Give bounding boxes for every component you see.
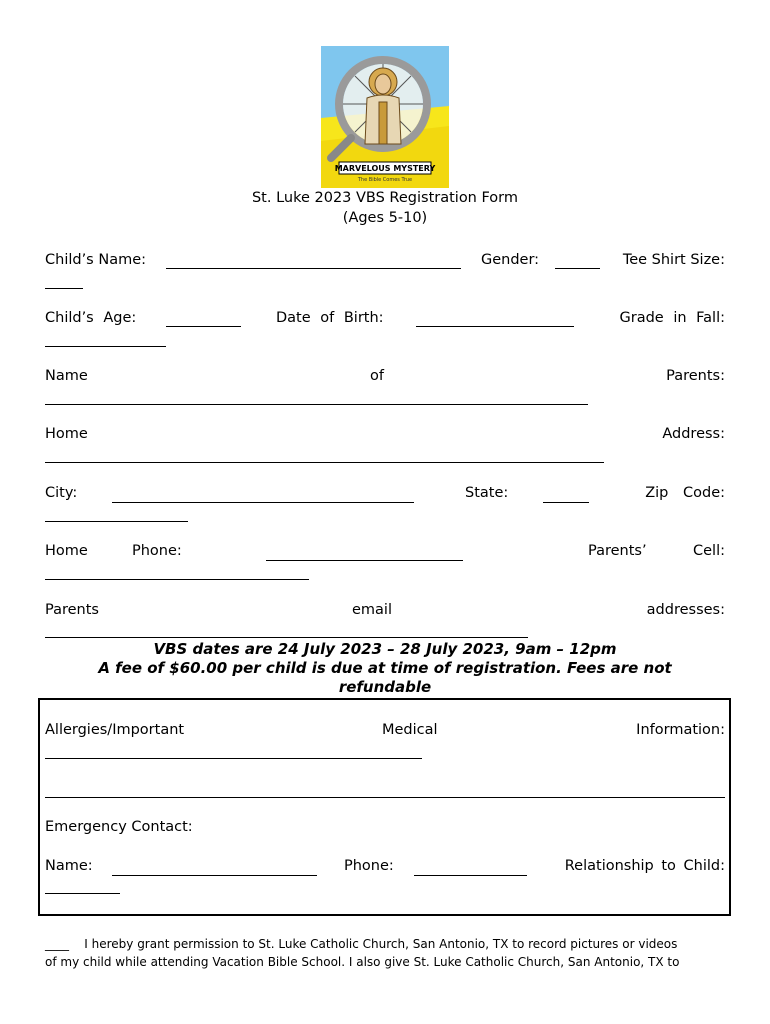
home-phone-label-1: Home — [45, 543, 88, 559]
tee-shirt-label: Tee Shirt Size: — [622, 252, 725, 268]
consent-line1 — [45, 937, 725, 951]
city-label: City: — [45, 485, 78, 501]
grade-field[interactable] — [45, 346, 166, 347]
gender-label: Gender: — [481, 252, 540, 268]
emergency-name-field[interactable] — [112, 875, 317, 876]
form-title: St. Luke 2023 VBS Registration Form — [251, 190, 519, 206]
home-phone-field[interactable] — [266, 560, 463, 561]
vbs-logo — [321, 46, 449, 188]
child-age-label: Child’s Age: — [45, 310, 137, 326]
fee-notice-line1: A fee of $60.00 per child is due at time of registration. Fees are not — [98, 659, 672, 677]
home-address-field[interactable] — [45, 462, 604, 463]
zip-label: Zip Code: — [645, 485, 725, 501]
home-address-label-2: Address: — [662, 426, 725, 442]
allergies-label-2: Medical — [382, 722, 438, 738]
emergency-name-label: Name: — [45, 858, 93, 874]
dob-label: Date of Birth: — [276, 310, 384, 326]
parents-name-field[interactable] — [45, 404, 588, 405]
child-name-field[interactable] — [166, 268, 461, 269]
email-label-1: Parents — [45, 602, 99, 618]
child-name-row — [45, 252, 725, 272]
state-label: State: — [465, 485, 509, 501]
email-row — [45, 602, 725, 622]
child-age-row — [45, 310, 725, 330]
form-subtitle: (Ages 5-10) — [342, 210, 428, 226]
parents-cell-label-2: Cell: — [693, 543, 725, 559]
home-phone-label-2: Phone: — [132, 543, 182, 559]
city-field[interactable] — [112, 502, 414, 503]
allergies-label-3: Information: — [636, 722, 725, 738]
home-address-row — [45, 426, 725, 446]
parents-name-label-3: Parents: — [666, 368, 725, 384]
relationship-field[interactable] — [45, 893, 120, 894]
allergies-row — [45, 722, 725, 742]
grade-label: Grade in Fall: — [619, 310, 725, 326]
zip-field[interactable] — [45, 521, 188, 522]
child-age-field[interactable] — [166, 326, 241, 327]
parents-name-label-2: of — [370, 368, 384, 384]
allergies-label-1: Allergies/Important — [45, 722, 185, 738]
parents-cell-label-1: Parents’ — [588, 543, 647, 559]
vbs-dates: VBS dates are 24 July 2023 – 28 July 2023, 9am – 12pm — [153, 640, 617, 658]
logo-title: MARVELOUS MYSTERY — [334, 164, 436, 173]
logo-subtitle: The Bible Comes True — [357, 177, 413, 183]
emergency-contact-label: Emergency Contact: — [45, 819, 193, 835]
child-name-label: Child’s Name: — [45, 252, 147, 268]
parents-name-row — [45, 368, 725, 388]
relationship-label: Relationship to Child: — [564, 858, 725, 874]
consent-text-2: of my child while attending Vacation Bible School. I also give St. Luke Catholic Church, San Antonio, TX to — [45, 955, 680, 969]
fee-notice-line2: refundable — [338, 678, 432, 696]
email-field[interactable] — [45, 637, 528, 638]
email-label-3: addresses: — [646, 602, 725, 618]
emergency-phone-label: Phone: — [344, 858, 394, 874]
tee-shirt-field[interactable] — [45, 288, 83, 289]
parents-name-label-1: Name — [45, 368, 88, 384]
consent-initial-blank[interactable]: ____ — [45, 937, 69, 951]
allergies-field-line2[interactable] — [45, 797, 725, 798]
allergies-field-line1[interactable] — [45, 758, 422, 759]
email-label-2: email — [352, 602, 392, 618]
consent-text-1: I hereby grant permission to St. Luke Catholic Church, San Antonio, TX to record pictures or videos — [84, 937, 678, 951]
emergency-phone-field[interactable] — [414, 875, 527, 876]
home-address-label-1: Home — [45, 426, 88, 442]
state-field[interactable] — [543, 502, 589, 503]
gender-field[interactable] — [555, 268, 600, 269]
parents-cell-field[interactable] — [45, 579, 309, 580]
dob-field[interactable] — [416, 326, 574, 327]
